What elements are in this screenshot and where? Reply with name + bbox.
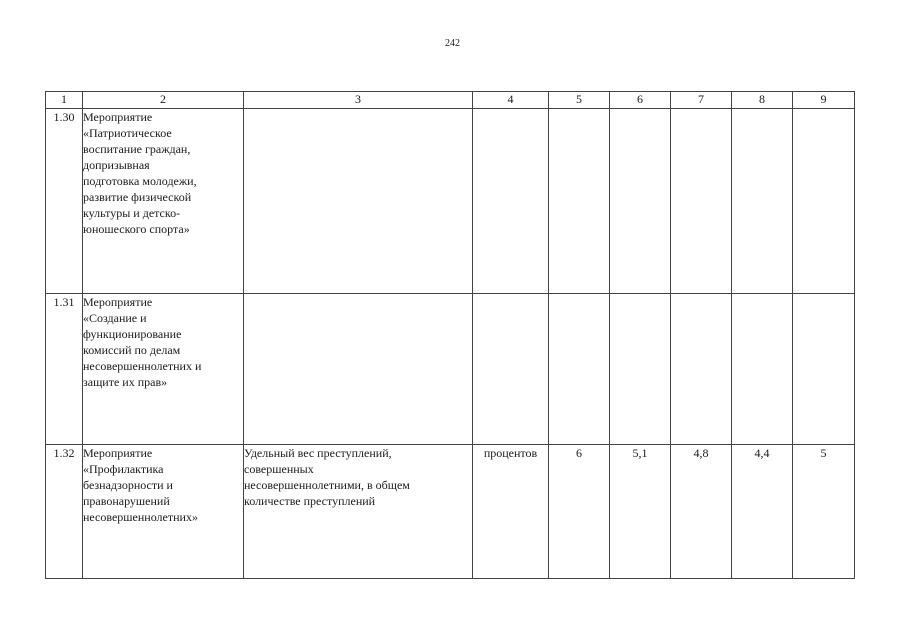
value-col-5 bbox=[549, 294, 610, 445]
value-col-9 bbox=[793, 109, 855, 294]
value-col-7 bbox=[671, 294, 732, 445]
value-col-8 bbox=[732, 109, 793, 294]
value-col-6 bbox=[610, 294, 671, 445]
indicators-table bbox=[45, 91, 855, 579]
indicator-name: Удельный вес преступлений, совершенных несовершеннолетними, в общем количестве преступлений bbox=[244, 445, 473, 579]
row-number: 1.32 bbox=[46, 445, 83, 579]
column-header-9: 9 bbox=[793, 92, 855, 109]
table-row bbox=[46, 445, 855, 579]
value-col-6: 5,1 bbox=[610, 445, 671, 579]
column-header-4: 4 bbox=[473, 92, 549, 109]
row-number: 1.30 bbox=[46, 109, 83, 294]
table-row bbox=[46, 294, 855, 445]
activity-name: Мероприятие «Патриотическое воспитание граждан, допризывная подготовка молодежи, развитие физической культуры и детско- юношеского спорта» bbox=[83, 109, 244, 294]
indicator-name bbox=[244, 294, 473, 445]
value-col-9: 5 bbox=[793, 445, 855, 579]
value-col-7: 4,8 bbox=[671, 445, 732, 579]
activity-name: Мероприятие «Профилактика безнадзорности и правонарушений несовершеннолетних» bbox=[83, 445, 244, 579]
value-col-6 bbox=[610, 109, 671, 294]
column-header-7: 7 bbox=[671, 92, 732, 109]
value-col-7 bbox=[671, 109, 732, 294]
column-header-3: 3 bbox=[244, 92, 473, 109]
table-row bbox=[46, 109, 855, 294]
value-col-5 bbox=[549, 109, 610, 294]
header-row bbox=[46, 92, 855, 109]
unit-cell bbox=[473, 109, 549, 294]
column-header-8: 8 bbox=[732, 92, 793, 109]
value-col-8: 4,4 bbox=[732, 445, 793, 579]
column-header-6: 6 bbox=[610, 92, 671, 109]
activity-name: Мероприятие «Создание и функционирование комиссий по делам несовершеннолетних и защите их прав» bbox=[83, 294, 244, 445]
column-header-1: 1 bbox=[46, 92, 83, 109]
unit-cell bbox=[473, 294, 549, 445]
value-col-8 bbox=[732, 294, 793, 445]
indicator-name bbox=[244, 109, 473, 294]
column-header-5: 5 bbox=[549, 92, 610, 109]
unit-cell: процентов bbox=[473, 445, 549, 579]
row-number: 1.31 bbox=[46, 294, 83, 445]
value-col-9 bbox=[793, 294, 855, 445]
value-col-5: 6 bbox=[549, 445, 610, 579]
page-number: 242 bbox=[445, 38, 460, 49]
column-header-2: 2 bbox=[83, 92, 244, 109]
